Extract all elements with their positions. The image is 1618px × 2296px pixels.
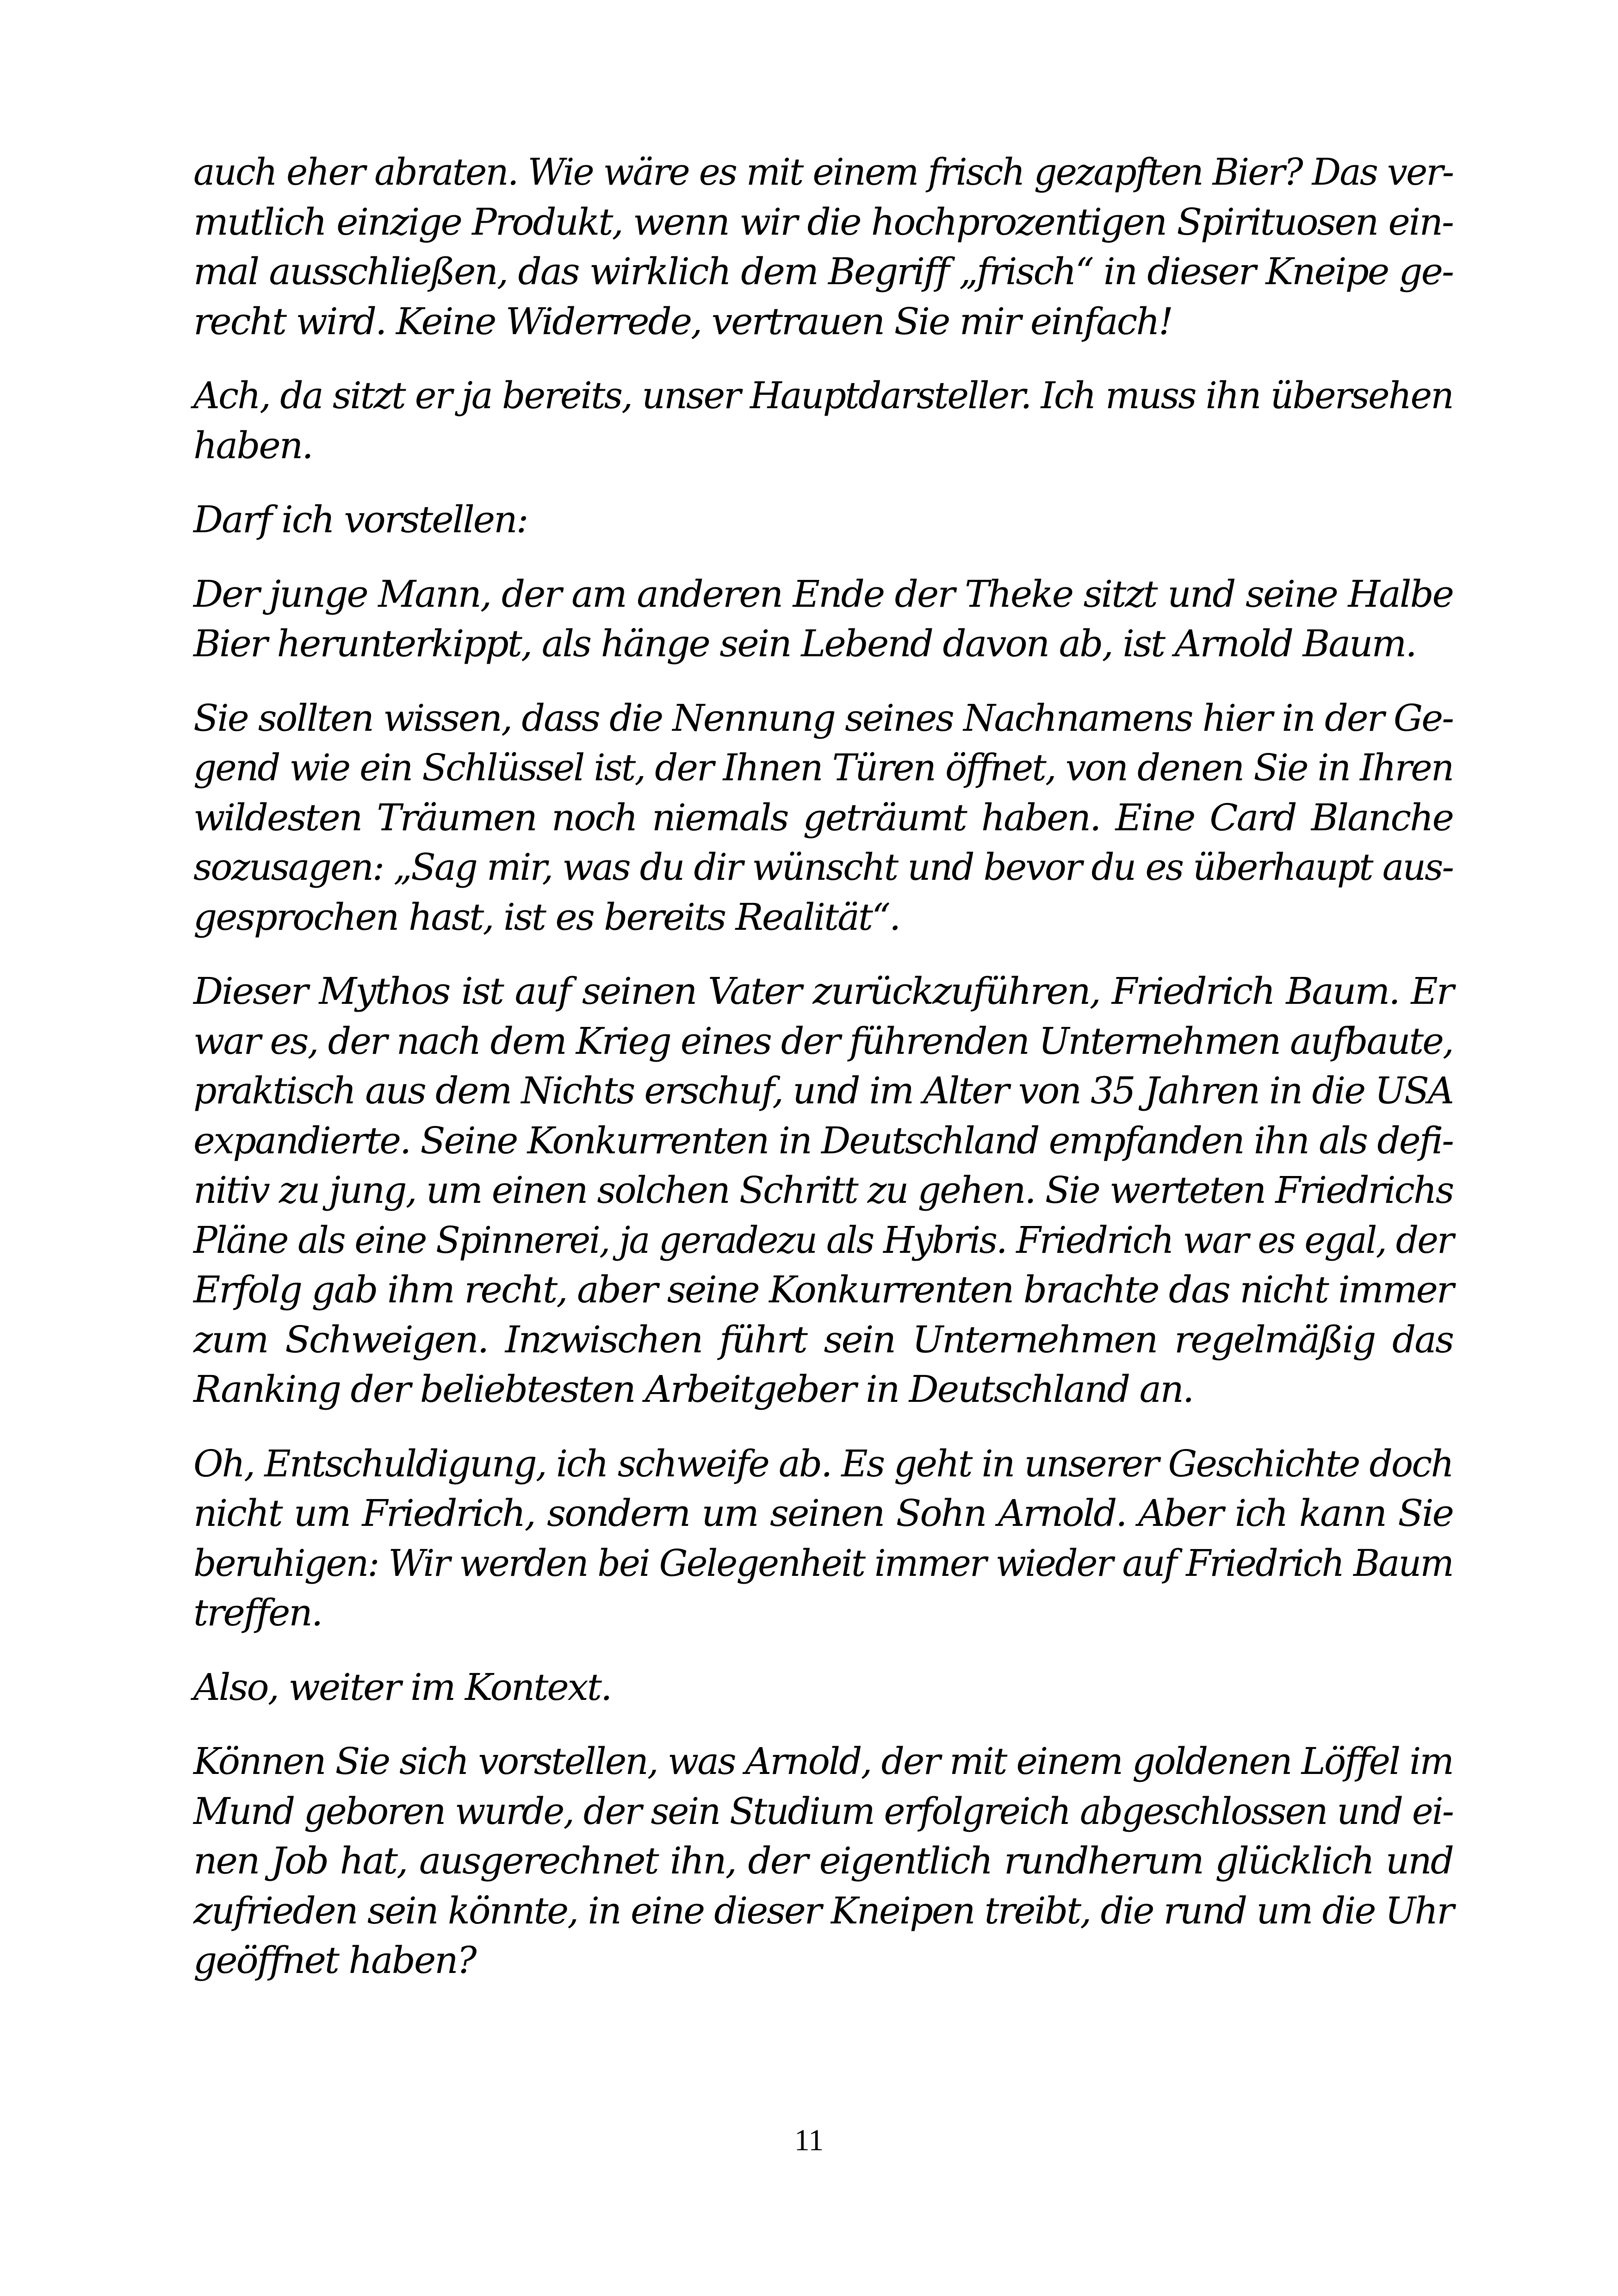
text-line: Der junge Mann, der am anderen Ende der Theke sitzt und seine Halbe: [193, 572, 1453, 616]
paragraph-gap: [193, 669, 1453, 693]
text-line: mutlich einzige Produkt, wenn wir die hochprozentigen Spirituosen ein-: [193, 200, 1453, 243]
text-line: Sie sollten wissen, dass die Nennung seines Nachnamens hier in der Ge-: [193, 696, 1453, 740]
text-line: haben.: [193, 423, 312, 467]
paragraph-gap: [193, 346, 1453, 371]
text-line: Pläne als eine Spinnerei, ja geradezu als Hybris. Friedrich war es egal, der: [193, 1218, 1453, 1262]
text-line: zufrieden sein könnte, in eine dieser Kneipen treibt, die rund um die Uhr: [193, 1889, 1453, 1932]
paragraph: [193, 569, 1453, 669]
text-line: praktisch aus dem Nichts erschuf, und im Alter von 35 Jahren in die USA: [193, 1069, 1453, 1112]
paragraph: [193, 147, 1453, 346]
text-line: Also, weiter im Kontext.: [193, 1665, 611, 1709]
text-line: mal ausschließen, das wirklich dem Begriff „frisch“ in dieser Kneipe ge-: [193, 250, 1453, 293]
paragraph-gap: [193, 1712, 1453, 1736]
text-line: treffen.: [193, 1591, 322, 1634]
text-line: auch eher abraten. Wie wäre es mit einem frisch gezapften Bier? Das ver-: [193, 150, 1453, 193]
paragraph: [193, 1662, 1453, 1712]
text-line: expandierte. Seine Konkurrenten in Deutschland empfanden ihn als defi-: [193, 1119, 1453, 1162]
text-line: Ranking der beliebtesten Arbeitgeber in Deutschland an.: [193, 1368, 1193, 1411]
text-line: sozusagen: „Sag mir, was du dir wünscht und bevor du es überhaupt aus-: [193, 846, 1453, 889]
paragraph: [193, 1736, 1453, 1985]
paragraph-gap: [193, 470, 1453, 495]
text-line: nen Job hat, ausgerechnet ihn, der eigentlich rundherum glücklich und: [193, 1839, 1453, 1882]
page-number: 11: [794, 2123, 824, 2157]
text-line: Erfolg gab ihm recht, aber seine Konkurrenten brachte das nicht immer: [193, 1268, 1453, 1311]
paragraph-gap: [193, 942, 1453, 966]
paragraph: [193, 495, 1453, 545]
text-line: nicht um Friedrich, sondern um seinen Sohn Arnold. Aber ich kann Sie: [193, 1492, 1453, 1535]
text-line: recht wird. Keine Widerrede, vertrauen Sie mir einfach!: [193, 299, 1172, 343]
text-line: Dieser Mythos ist auf seinen Vater zurückzuführen, Friedrich Baum. Er: [193, 970, 1453, 1013]
paragraph-gap: [193, 1638, 1453, 1662]
paragraph: [193, 966, 1453, 1414]
paragraph-gap: [193, 545, 1453, 569]
text-line: Ach, da sitzt er ja bereits, unser Hauptdarsteller. Ich muss ihn übersehen: [193, 374, 1453, 417]
text-line: Mund geboren wurde, der sein Studium erfolgreich abgeschlossen und ei-: [193, 1789, 1453, 1833]
text-line: zum Schweigen. Inzwischen führt sein Unternehmen regelmäßig das: [193, 1318, 1453, 1361]
paragraph-gap: [193, 1414, 1453, 1439]
paragraph: [193, 693, 1453, 942]
text-line: gend wie ein Schlüssel ist, der Ihnen Türen öffnet, von denen Sie in Ihren: [193, 746, 1453, 789]
text-line: Oh, Entschuldigung, ich schweife ab. Es geht in unserer Geschichte doch: [193, 1442, 1453, 1485]
body-text: [193, 147, 1453, 1985]
text-line: nitiv zu jung, um einen solchen Schritt zu gehen. Sie werteten Friedrichs: [193, 1169, 1453, 1212]
text-line: geöffnet haben?: [193, 1939, 476, 1982]
text-line: beruhigen: Wir werden bei Gelegenheit immer wieder auf Friedrich Baum: [193, 1541, 1453, 1585]
text-line: gesprochen hast, ist es bereits Realität“.: [193, 895, 900, 939]
text-line: war es, der nach dem Krieg eines der führenden Unternehmen aufbaute,: [193, 1019, 1453, 1063]
paragraph: [193, 371, 1453, 470]
text-line: Darf ich vorstellen:: [193, 498, 527, 541]
paragraph: [193, 1439, 1453, 1638]
text-line: Bier herunterkippt, als hänge sein Lebend davon ab, ist Arnold Baum.: [193, 622, 1416, 665]
text-line: Können Sie sich vorstellen, was Arnold, der mit einem goldenen Löffel im: [193, 1740, 1453, 1783]
text-line: wildesten Träumen noch niemals geträumt haben. Eine Card Blanche: [193, 796, 1453, 839]
